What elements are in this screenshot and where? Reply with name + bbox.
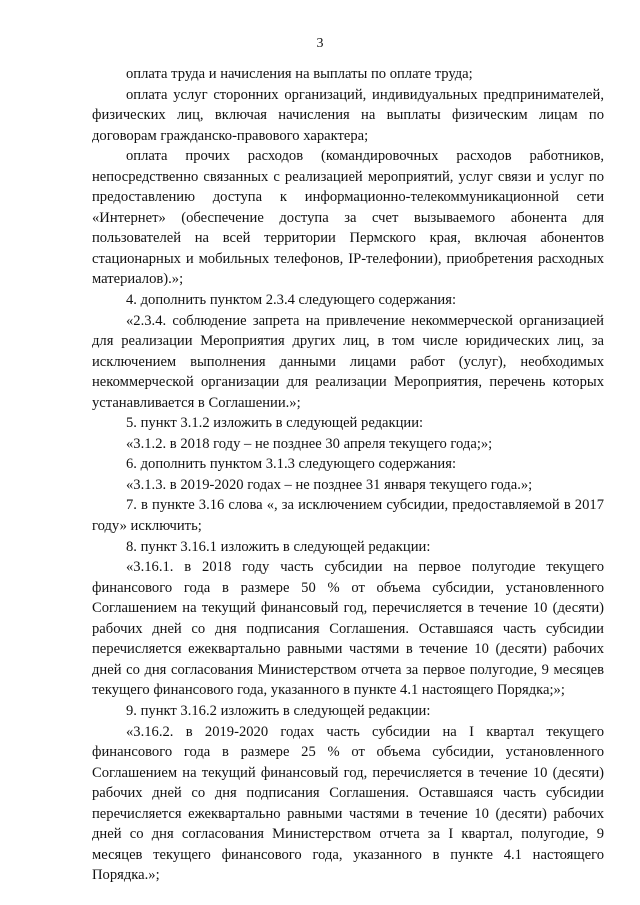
paragraph-labor-costs: оплата труда и начисления на выплаты по оплате труда; [126,66,473,82]
paragraph-clause-3-1-2: «3.1.2. в 2018 году – не позднее 30 апреля текущего года;»; [126,435,493,452]
paragraph-clause-2-3-4: «2.3.4. соблюдение запрета на привлечение некоммерческой организацией для реализации Мероприятия других лиц, в том числе юридических лиц, за исключением выполнения данными лицами работ (услуг), необходимых некоммерческой организации для реализации Мероприятия, перечень которых устанавливается в Соглашении.»; [92,312,604,411]
paragraph-clause-3-16-2: «3.16.2. в 2019-2020 годах часть субсидии на I квартал текущего финансового года в размере 25 % от объема субсидии, установленного Соглашением на текущий финансовый год, перечисляется в течение 10 (десяти) рабочих дней со дня подписания Соглашения. Оставшаяся часть субсидии перечисляется ежеквартально равными частями в течение 10 (десяти) рабочих дней со дня согласования Министерством отчета за I квартал, полугодие, 9 месяцев текущего финансового года, указанного в пункте 4.1 настоящего Порядка.»; [92,723,604,884]
paragraph-amendment-5: 5. пункт 3.1.2 изложить в следующей редакции: [126,415,424,432]
paragraph-clause-3-1-3: «3.1.3. в 2019-2020 годах – не позднее 31 января текущего года.»; [126,476,533,493]
paragraph-amendment-9: 9. пункт 3.16.2 изложить в следующей редакции: [126,702,431,719]
paragraph-services-costs: оплата услуг сторонних организаций, индивидуальных предпринимателей, физических лиц, включая начисления на выплаты физическим лицам по договорам гражданско-правового характера; [92,86,604,144]
document-body [92,64,604,886]
paragraph-amendment-4: 4. дополнить пунктом 2.3.4 следующего содержания: [126,292,457,309]
paragraph-clause-3-16-1: «3.16.1. в 2018 году часть субсидии на первое полугодие текущего финансового года в размере 50 % от объема субсидии, установленного Соглашением на текущий финансовый год, перечисляется в течение 10 (десяти) рабочих дней со дня подписания Соглашения. Оставшаяся часть субсидии перечисляется ежеквартально равными частями в течение 10 (десяти) рабочих дней со дня согласования Министерством отчета за первое полугодие, 9 месяцев текущего финансового года, указанного в пункте 4.1 настоящего Порядка;»; [92,559,604,699]
paragraph-other-expenses: оплата прочих расходов (командировочных расходов работников, непосредственно связанных с реализацией мероприятий, услуг связи и услуг по предоставлению доступа к информационно-телекоммуникационной сети «Интернет» (обеспечение доступа за счет вызываемого абонента для пользователей на всей территории Пермского края, включая абонентов стационарных и мобильных телефонов, IP-телефонии), приобретения расходных материалов).»; [92,148,604,288]
paragraph-amendment-8: 8. пункт 3.16.1 изложить в следующей редакции: [126,538,431,555]
page-number: 3 [316,36,324,51]
paragraph-amendment-7: 7. в пункте 3.16 слова «, за исключением субсидии, предоставляемой в 2017 году» исключить; [92,497,604,535]
paragraph-amendment-6: 6. дополнить пунктом 3.1.3 следующего содержания: [126,456,457,473]
